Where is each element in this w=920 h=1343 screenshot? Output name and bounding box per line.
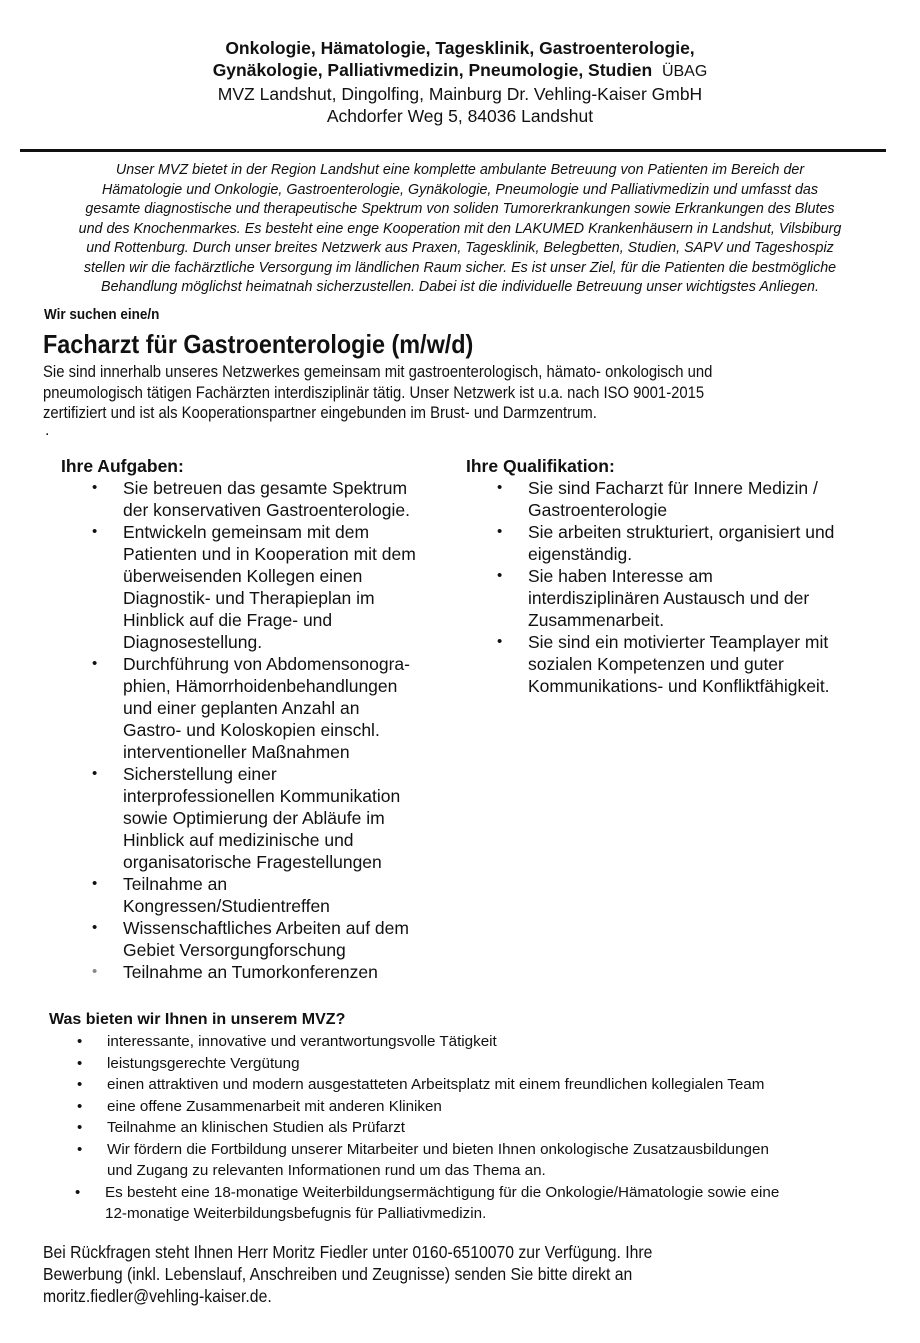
header-divider — [20, 149, 886, 152]
line: der konservativen Gastroenterologie. — [123, 500, 410, 520]
document-header — [0, 37, 920, 127]
line: Sie sind ein motivierter Teamplayer mit — [528, 632, 829, 652]
bullet-icon: • — [77, 1140, 83, 1158]
line: leistungsgerechte Vergütung — [107, 1054, 300, 1072]
qualification-list — [497, 477, 898, 697]
tasks-list — [92, 477, 463, 983]
intro-line: gesamte diagnostische und therapeutische Spektrum von soliden Tumorerkrankungen sowie Erkrankungen des Blutes — [85, 201, 835, 217]
seeking-label: Wir suchen eine/n — [44, 306, 160, 323]
intro-line: Hämatologie und Onkologie, Gastroenterologie, Gynäkologie, Pneumologie und Palliativmedizin und umfasst das — [101, 181, 819, 198]
contact-line: Bei Rückfragen steht Ihnen Herr Moritz Fiedler unter 0160-6510070 zur Verfügung. Ihre — [43, 1242, 653, 1262]
contact-line: Bewerbung (inkl. Lebenslauf, Anschreiben und Zeugnisse) senden Sie bitte direkt an — [43, 1264, 633, 1284]
line: Hinblick auf medizinische und — [123, 830, 354, 850]
bullet-icon: • — [75, 1183, 81, 1201]
bullet-icon: • — [497, 567, 503, 584]
email-link[interactable]: moritz.fiedler@vehling-kaiser.de — [43, 1286, 268, 1306]
job-description — [43, 362, 853, 424]
list-item — [497, 477, 898, 521]
line: Zusammenarbeit. — [528, 610, 665, 630]
line: Kommunikations- und Konfliktfähigkeit. — [528, 676, 830, 696]
tasks-heading: Ihre Aufgaben: — [61, 456, 184, 476]
line: Diagnostik- und Therapieplan im — [123, 588, 375, 608]
list-item — [497, 521, 898, 565]
line: Teilnahme an Tumorkonferenzen — [123, 962, 378, 982]
list-item — [77, 1096, 897, 1118]
line: 12-monatige Weiterbildungsbefugnis für Palliativmedizin. — [105, 1205, 487, 1222]
email-suffix: . — [267, 1286, 272, 1306]
list-item — [92, 521, 463, 653]
intro-line: und Rottenburg. Durch unser breites Netzwerk aus Praxen, Tagesklinik, Belegbetten, Studien, SAPV und Tageshospiz — [86, 240, 834, 256]
line: Diagnosestellung. — [123, 632, 263, 652]
line: und Zugang zu relevanten Informationen rund um das Thema an. — [107, 1162, 546, 1179]
line: Es besteht eine 18-monatige Weiterbildungsermächtigung für die Onkologie/Hämatologie sowie eine — [105, 1183, 780, 1201]
bullet-icon: • — [497, 523, 503, 540]
stray-dot: . — [45, 422, 50, 439]
description-line: Sie sind innerhalb unseres Netzwerkes gemeinsam mit gastroenterologisch, hämato- onkologisch und — [43, 363, 713, 381]
qualification-heading: Ihre Qualifikation: — [466, 456, 615, 476]
line: Entwickeln gemeinsam mit dem — [123, 522, 370, 542]
intro-line: Unser MVZ bietet in der Region Landshut eine komplette ambulante Betreuung von Patienten im Bereich der — [115, 162, 805, 178]
list-item — [497, 565, 898, 631]
offer-list — [75, 1031, 897, 1225]
bullet-icon: • — [77, 1119, 83, 1136]
bullet-icon: • — [92, 523, 98, 540]
description-line: pneumologisch tätigen Fachärzten interdisziplinär tätig. Unser Netzwerk ist u.a. nach ISO 9001-2015 — [43, 383, 705, 402]
list-item — [77, 1031, 897, 1053]
line: Teilnahme an — [123, 874, 228, 894]
offer-heading: Was bieten wir Ihnen in unserem MVZ? — [49, 1011, 346, 1028]
line: organisatorische Fragestellungen — [123, 852, 382, 872]
intro-line: und des Knochenmarkes. Es besteht eine enge Kooperation mit den LAKUMED Krankenhäusern in Landshut, Vilsbiburg — [78, 220, 842, 237]
line: Wir fördern die Fortbildung unserer Mitarbeiter und bieten Ihnen onkologische Zusatzausbildungen — [107, 1140, 769, 1158]
bullet-icon: • — [92, 765, 98, 782]
list-item — [77, 1074, 897, 1096]
bullet-icon: • — [92, 875, 98, 892]
description-line: zertifiziert und ist als Kooperationspartner eingebunden im Brust- und Darmzentrum. — [43, 404, 597, 422]
line: Hinblick auf die Frage- und — [123, 610, 333, 630]
bullet-icon: • — [77, 1033, 83, 1050]
bullet-icon: • — [92, 479, 98, 496]
bullet-icon: • — [92, 655, 98, 672]
contact-paragraph — [43, 1241, 817, 1307]
line: eigenständig. — [528, 544, 633, 564]
line: einen attraktiven und modern ausgestatteten Arbeitsplatz mit einem freundlichen kollegialen Team — [107, 1076, 765, 1093]
list-item — [92, 873, 463, 917]
job-title: Facharzt für Gastroenterologie (m/w/d) — [43, 329, 474, 359]
line: Sie arbeiten strukturiert, organisiert und — [528, 522, 835, 542]
line: interventioneller Maßnahmen — [123, 742, 350, 762]
line: interessante, innovative und verantwortungsvolle Tätigkeit — [107, 1033, 497, 1050]
line: phien, Hämorrhoidenbehandlungen — [123, 676, 398, 696]
list-item — [77, 1139, 897, 1182]
bullet-icon: • — [497, 479, 503, 496]
line: sozialen Kompetenzen und guter — [528, 654, 784, 674]
line: Sie sind Facharzt für Innere Medizin / — [528, 478, 818, 498]
ubag-tag: ÜBAG — [661, 63, 708, 80]
list-item — [92, 477, 463, 521]
list-item — [77, 1053, 897, 1075]
line: Sie haben Interesse am — [528, 566, 713, 586]
line: Kongressen/Studientreffen — [123, 896, 330, 916]
line: eine offene Zusammenarbeit mit anderen Kliniken — [107, 1097, 442, 1115]
list-item — [75, 1182, 897, 1225]
intro-line: stellen wir die fachärztliche Versorgung im ländlichen Raum sicher. Es ist unser Ziel, für die Patienten die bestmögliche — [83, 259, 837, 276]
specialties-line-2: Gynäkologie, Palliativmedizin, Pneumologie, Studien — [212, 60, 653, 80]
line: und einer geplanten Anzahl an — [123, 698, 360, 718]
line: Gastro- und Koloskopien einschl. — [123, 720, 380, 740]
list-item — [497, 631, 898, 697]
company-address: Achdorfer Weg 5, 84036 Landshut — [326, 106, 594, 126]
line: Teilnahme an klinischen Studien als Prüfarzt — [107, 1119, 406, 1136]
specialties-line-1: Onkologie, Hämatologie, Tagesklinik, Gastroenterologie, — [225, 38, 695, 58]
bullet-icon: • — [497, 633, 503, 650]
line: interdisziplinären Austausch und der — [528, 588, 810, 608]
line: Sie betreuen das gesamte Spektrum — [123, 478, 408, 498]
line: Wissenschaftliches Arbeiten auf dem — [123, 918, 409, 938]
line: sowie Optimierung der Abläufe im — [123, 808, 385, 828]
list-item — [92, 763, 463, 873]
line: Gastroenterologie — [528, 500, 668, 520]
list-item — [77, 1117, 897, 1139]
bullet-icon: • — [92, 963, 98, 980]
company-name: MVZ Landshut, Dingolfing, Mainburg Dr. Vehling-Kaiser GmbH — [217, 84, 703, 104]
bullet-icon: • — [77, 1054, 83, 1072]
line: Durchführung von Abdomensonogra- — [123, 654, 410, 674]
intro-line: Behandlung möglichst heimatnah sicherzustellen. Dabei ist die individuelle Betreuung unser wichtigstes Anliegen. — [101, 279, 819, 295]
list-item — [92, 961, 463, 983]
list-item — [92, 653, 463, 763]
list-item — [92, 917, 463, 961]
line: Sicherstellung einer — [123, 764, 277, 784]
line: Patienten und in Kooperation mit dem — [123, 544, 416, 564]
bullet-icon: • — [92, 919, 98, 936]
line: interprofessionellen Kommunikation — [123, 786, 401, 806]
line: Gebiet Versorgungforschung — [123, 940, 346, 960]
bullet-icon: • — [77, 1097, 83, 1115]
intro-paragraph — [40, 161, 880, 298]
bullet-icon: • — [77, 1076, 83, 1093]
line: überweisenden Kollegen einen — [123, 566, 363, 586]
